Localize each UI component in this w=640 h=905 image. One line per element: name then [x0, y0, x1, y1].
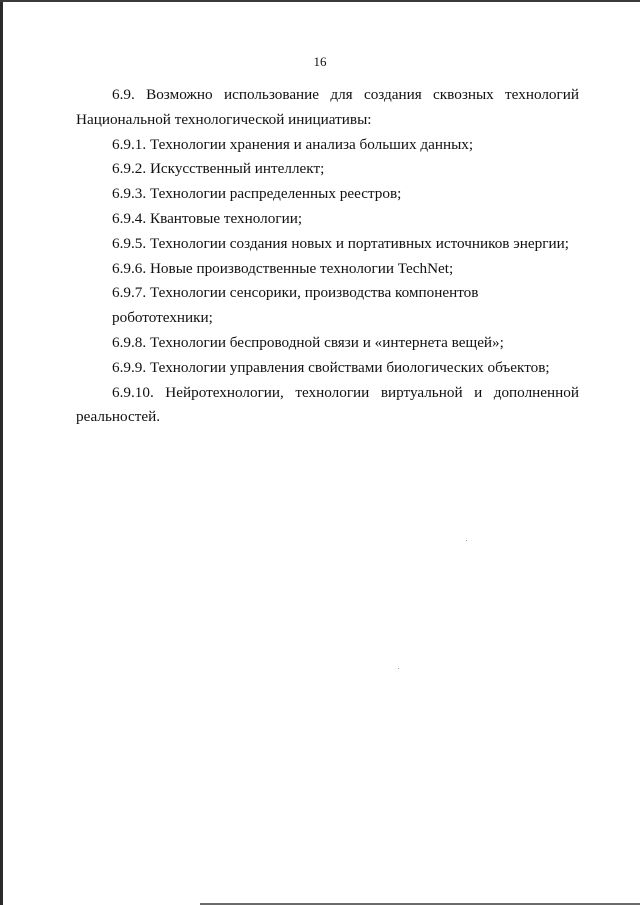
list-item: 6.9.8. Технологии беспроводной связи и «интернета вещей»; — [112, 333, 504, 351]
list-item: 6.9.5. Технологии создания новых и портативных источников энергии; — [112, 234, 569, 252]
scan-speck — [466, 540, 467, 541]
list-item: 6.9.7. Технологии сенсорики, производства компонентов робототехники; — [112, 284, 479, 327]
page-number: 16 — [313, 54, 327, 69]
last-item-line-2: реальностей. — [76, 408, 161, 426]
list-item: 6.9.3. Технологии распределенных реестров; — [112, 185, 402, 203]
last-item-line-1: 6.9.10. Нейротехнологии, технологии виртуальной и дополненной — [112, 383, 579, 401]
list-item: 6.9.6. Новые производственные технологии TechNet; — [112, 259, 454, 277]
section-intro-line-1: 6.9. Возможно использование для создания сквозных технологий — [112, 86, 579, 103]
list-item: 6.9.9. Технологии управления свойствами биологических объектов; — [112, 358, 550, 376]
scan-edge-top — [0, 0, 640, 2]
list-item: 6.9.1. Технологии хранения и анализа больших данных; — [112, 135, 474, 153]
last-item-paragraph — [76, 381, 579, 431]
document-body — [76, 83, 579, 430]
section-intro-paragraph — [76, 83, 579, 133]
list-item: 6.9.4. Квантовые технологии; — [112, 209, 303, 227]
scan-edge-left — [0, 0, 3, 905]
section-intro-line-2: Национальной технологической инициативы: — [76, 110, 372, 128]
scan-speck — [398, 668, 399, 669]
list-item: 6.9.2. Искусственный интеллект; — [112, 160, 325, 178]
